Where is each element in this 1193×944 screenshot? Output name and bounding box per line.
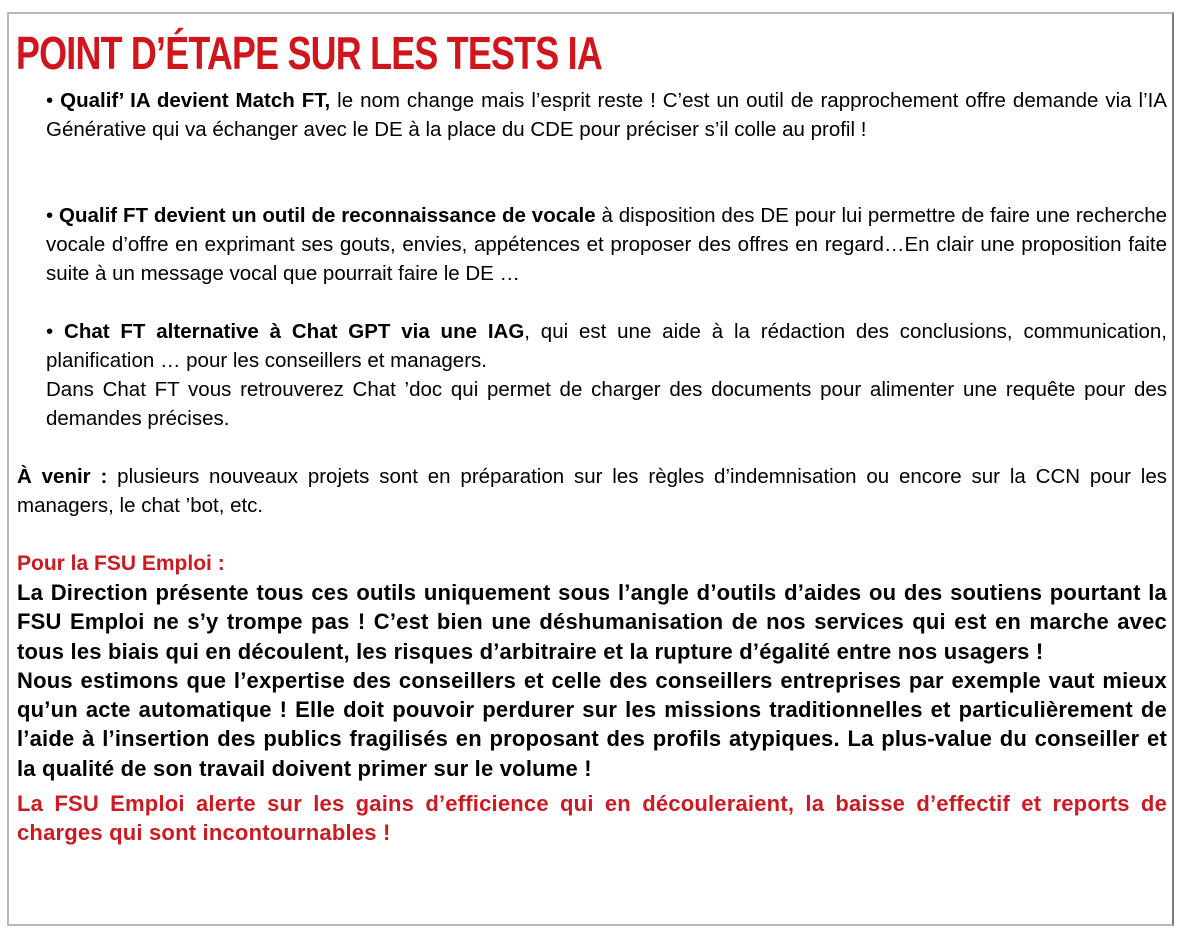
- fsu-alert: La FSU Emploi alerte sur les gains d’efficience qui en découleraient, la baisse d’effectif et reports de charges qui sont incontournables !: [17, 791, 1167, 846]
- fsu-paragraph-1: La Direction présente tous ces outils uniquement sous l’angle d’outils d’aides ou des soutiens pourtant la FSU Emploi ne s’y trompe pas ! C’est bien une déshumanisation de nos services qui est en marche avec tous les biais qui en découlent, les risques d’arbitraire et la rupture d’égalité entre nos usagers !: [17, 580, 1167, 664]
- bullet-text: le nom change mais l’esprit reste ! C’est un outil de rapprochement offre demande via l’IA Générative qui va échanger avec le DE à la place du CDE pour préciser s’il colle au profil !: [46, 89, 1167, 141]
- fsu-paragraph-2: Nous estimons que l’expertise des conseillers et celle des conseillers entreprises par exemple vaut mieux qu’un acte automatique ! Elle doit pouvoir perdurer sur les missions traditionnelles et particulièrement de l’aide à l’insertion des publics fragilisés en proposant des profils atypiques. La plus-value du conseiller et la qualité de son travail doivent primer sur le volume !: [17, 667, 1167, 781]
- upcoming-section: [17, 462, 1167, 520]
- fsu-section: [17, 549, 1167, 848]
- upcoming-text: plusieurs nouveaux projets sont en préparation sur les règles d’indemnisation ou encore sur la CCN pour les managers, le chat ’bot, etc.: [17, 465, 1167, 517]
- bullet-extra: Dans Chat FT vous retrouverez Chat ’doc qui permet de charger des documents pour alimenter une requête pour des demandes précises.: [46, 378, 1167, 430]
- document-title: POINT D’ÉTAPE SUR LES TESTS IA: [16, 27, 602, 79]
- bullet-icon: •: [46, 320, 65, 343]
- bullet-match-ft: [46, 86, 1167, 144]
- bullet-text: , qui est une aide à la rédaction des conclusions, communication, planification … pour les conseillers et managers.: [46, 320, 1168, 372]
- bullet-text: à disposition des DE pour lui permettre de faire une recherche vocale d’offre en exprimant ses gouts, envies, appétences et proposer des offres en regard…En clair une proposition faite suite à un message vocal que pourrait faire le DE …: [46, 204, 1167, 285]
- upcoming-lead: À venir :: [17, 465, 108, 488]
- fsu-heading: Pour la FSU Emploi :: [17, 552, 225, 575]
- bullet-lead: Chat FT alternative à Chat GPT via une IAG: [64, 320, 525, 343]
- bullet-qualif-ft: [46, 201, 1167, 288]
- bullet-lead: Qualif FT devient un outil de reconnaissance de vocale: [59, 204, 596, 227]
- bullet-icon: •: [46, 89, 61, 112]
- bullet-icon: •: [46, 204, 60, 227]
- bullet-chat-ft: [46, 317, 1167, 433]
- bullet-lead: Qualif’ IA devient Match FT,: [60, 89, 331, 112]
